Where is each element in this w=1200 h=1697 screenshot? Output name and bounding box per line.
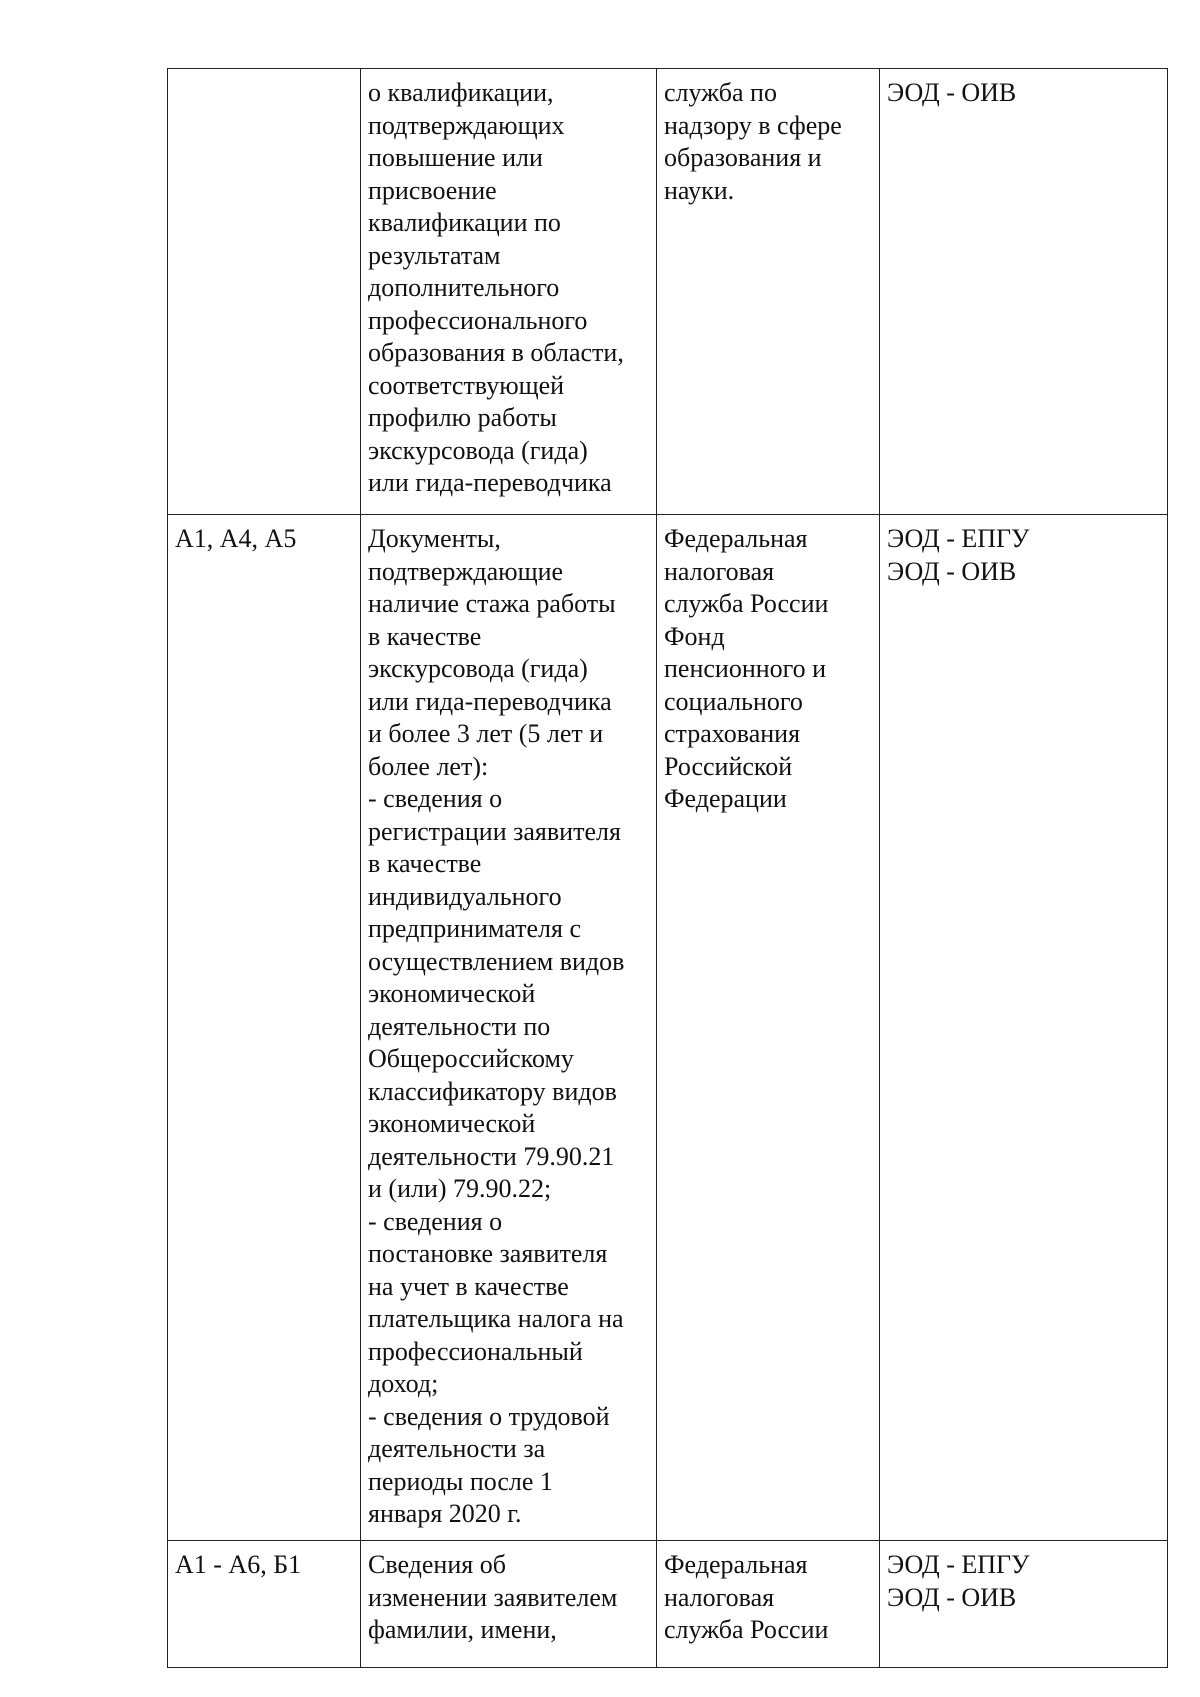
cell-text-line: деятельности по	[368, 1011, 551, 1041]
cell-text-line: периоды после 1	[368, 1466, 553, 1496]
cell-text-line: науки.	[664, 175, 735, 205]
cell-text-line: января 2020 г.	[368, 1499, 522, 1528]
codes-cell	[168, 1541, 361, 1668]
cell-text-line: в качестве	[368, 849, 482, 878]
cell-text-line: плательщика налога на	[368, 1304, 624, 1333]
cell-text-line: экономической	[368, 1109, 536, 1138]
cell-text-line: на учет в качестве	[368, 1271, 569, 1301]
cell-text-line: квалификации по	[368, 208, 561, 237]
cell-text-line: служба по	[664, 78, 777, 107]
cell-text-line: А1, А4, А5	[175, 524, 297, 553]
method-cell	[880, 69, 1168, 515]
cell-text-line: экскурсовода (гида)	[368, 654, 588, 683]
cell-text-line: и более 3 лет (5 лет и	[368, 719, 604, 748]
cell-text-line: ЭОД - ЕПГУ	[887, 1550, 1030, 1579]
cell-text-line: Документы,	[368, 524, 501, 553]
method-cell	[880, 1541, 1168, 1668]
cell-text-line: служба России	[664, 1615, 829, 1644]
documents-cell	[361, 69, 657, 515]
cell-text-line: - сведения о	[368, 1206, 503, 1236]
cell-text-line: или гида-переводчика	[368, 686, 612, 716]
cell-text-line: Общероссийскому	[368, 1044, 574, 1073]
cell-text-line: Российской	[664, 751, 793, 781]
cell-text-line: наличие стажа работы	[368, 589, 616, 618]
cell-text-line: доход;	[368, 1369, 439, 1398]
cell-text-line: о квалификации,	[368, 78, 554, 107]
cell-text-line: профессиональный	[368, 1336, 583, 1366]
table-row	[168, 515, 1168, 1541]
cell-text-line: деятельности 79.90.21	[368, 1141, 615, 1171]
cell-text-line: ЭОД - ОИВ	[887, 78, 1017, 107]
source-cell	[657, 515, 880, 1541]
cell-text-line: Федерации	[664, 784, 787, 813]
cell-text-line: подтверждающие	[368, 556, 564, 586]
cell-text-line: Федеральная	[664, 1550, 808, 1579]
cell-text-line: Сведения об	[368, 1550, 506, 1579]
cell-text-line: повышение или	[368, 143, 543, 172]
cell-text-line: фамилии, имени,	[368, 1615, 557, 1644]
codes-cell	[168, 69, 361, 515]
cell-text-line: в качестве	[368, 621, 482, 651]
cell-text-line: регистрации заявителя	[368, 816, 621, 846]
cell-text-line: предпринимателя с	[368, 914, 582, 943]
cell-text-line: Федеральная	[664, 524, 808, 553]
cell-text-line: результатам	[368, 240, 501, 270]
cell-text-line: деятельности за	[368, 1434, 546, 1463]
cell-text-line: постановке заявителя	[368, 1239, 608, 1268]
cell-text-line: ЭОД - ОИВ	[887, 1582, 1017, 1612]
cell-text-line: пенсионного и	[664, 654, 827, 683]
cell-text-line: и (или) 79.90.22;	[368, 1174, 552, 1203]
cell-text-line: дополнительного	[368, 273, 560, 302]
table-row	[168, 69, 1168, 515]
cell-text-line: осуществлением видов	[368, 946, 625, 976]
cell-text-line: или гида-переводчика	[368, 468, 612, 497]
cell-text-line: соответствующей	[368, 370, 565, 400]
cell-text-line: служба России	[664, 589, 829, 618]
cell-text-line: присвоение	[368, 175, 497, 205]
documents-cell	[361, 515, 657, 1541]
cell-text-line: А1 - А6, Б1	[175, 1550, 302, 1579]
cell-text-line: налоговая	[664, 556, 775, 586]
cell-text-line: образования и	[664, 143, 822, 172]
cell-text-line: изменении заявителем	[368, 1582, 618, 1612]
cell-text-line: образования в области,	[368, 338, 624, 367]
cell-text-line: экономической	[368, 979, 536, 1008]
cell-text-line: более лет):	[368, 751, 489, 781]
cell-text-line: - сведения о трудовой	[368, 1401, 610, 1431]
cell-text-line: страхования	[664, 719, 801, 748]
cell-text-line: ЭОД - ОИВ	[887, 556, 1017, 586]
cell-text-line: экскурсовода (гида)	[368, 435, 588, 465]
source-cell	[657, 69, 880, 515]
cell-text-line: индивидуального	[368, 881, 562, 911]
cell-text-line: надзору в сфере	[664, 110, 842, 140]
cell-text-line: профилю работы	[368, 403, 557, 432]
document-table	[167, 68, 1168, 1668]
cell-text-line: профессионального	[368, 305, 588, 335]
cell-text-line: - сведения о	[368, 784, 503, 813]
cell-text-line: подтверждающих	[368, 110, 565, 140]
cell-text-line: налоговая	[664, 1582, 775, 1612]
cell-text-line: социального	[664, 686, 803, 716]
method-cell	[880, 515, 1168, 1541]
source-cell	[657, 1541, 880, 1668]
table-row	[168, 1541, 1168, 1668]
cell-text-line: Фонд	[664, 621, 725, 651]
codes-cell	[168, 515, 361, 1541]
documents-cell	[361, 1541, 657, 1668]
cell-text-line: классификатору видов	[368, 1076, 617, 1106]
cell-text-line: ЭОД - ЕПГУ	[887, 524, 1030, 553]
